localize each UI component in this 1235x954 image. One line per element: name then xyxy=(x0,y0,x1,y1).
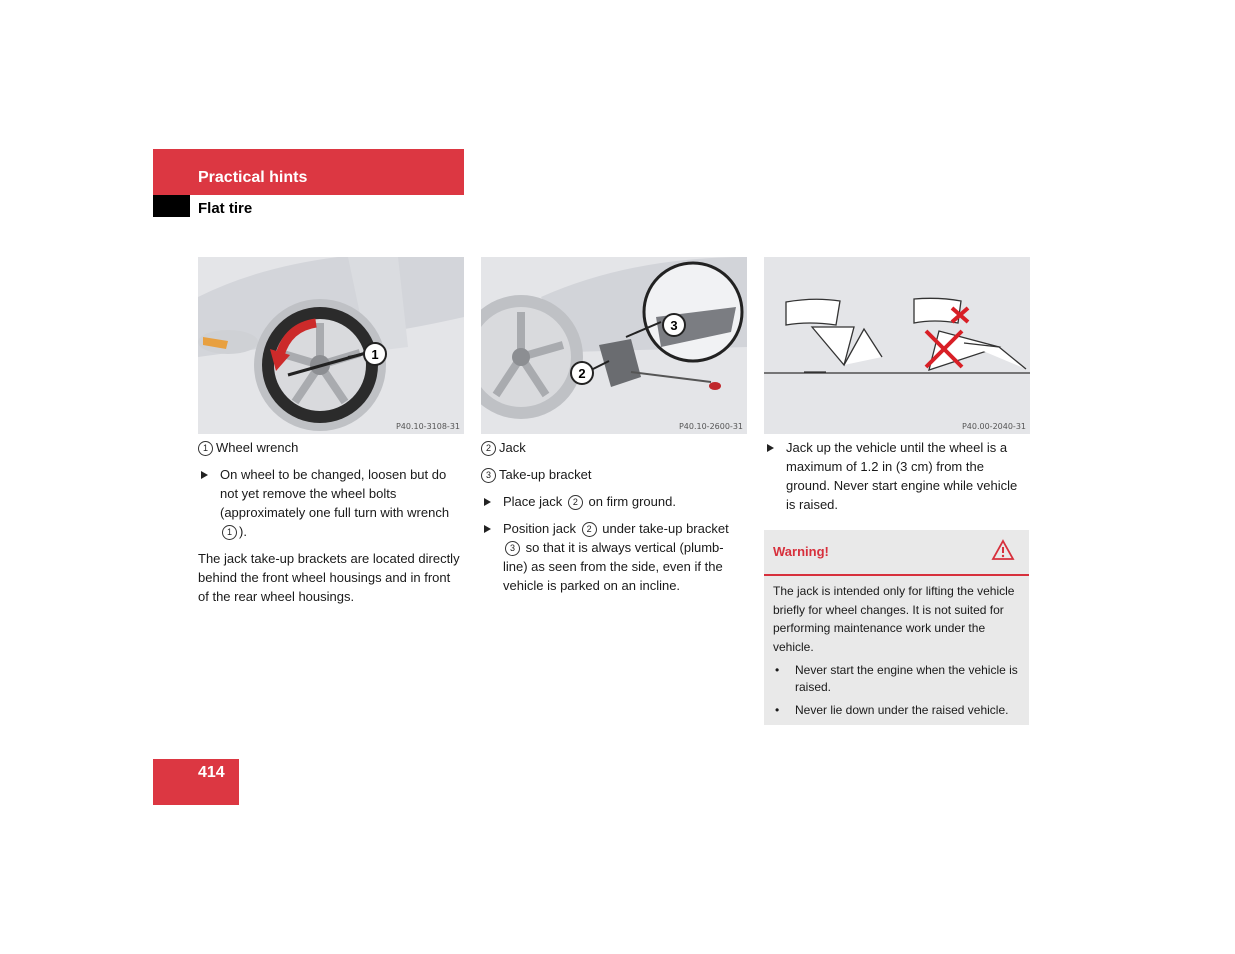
step-text: On wheel to be changed, loosen but do not yet remove the wheel bolts (approximately one full turn with wrench xyxy=(220,467,450,520)
callout-ref: 2 xyxy=(481,441,496,456)
step-text: Position jack xyxy=(503,521,576,536)
jack-placement-illustration xyxy=(481,257,747,434)
page-number: 414 xyxy=(198,764,225,781)
column-1-text xyxy=(198,438,464,614)
legend-label: Take-up bracket xyxy=(499,467,592,482)
callout-ref: 3 xyxy=(505,541,520,556)
body-paragraph: The jack take-up brackets are located directly behind the front wheel housings and in front of the rear wheel housings. xyxy=(198,551,460,604)
legend-label: Jack xyxy=(499,440,526,455)
wheel-wrench-illustration xyxy=(198,257,464,434)
figure-code: P40.00-2040-31 xyxy=(961,422,1026,431)
callout-ref: 2 xyxy=(568,495,583,510)
step-text: Place jack xyxy=(503,494,563,509)
callout-3 xyxy=(663,314,685,336)
subsection-marker xyxy=(153,195,190,217)
legend-item xyxy=(481,438,747,457)
section-title: Practical hints xyxy=(198,169,308,186)
step-text-end: ). xyxy=(239,524,247,539)
instruction-step xyxy=(764,438,1030,514)
step-text: on firm ground. xyxy=(588,494,676,509)
column-3-text xyxy=(764,438,1030,522)
figure-code: P40.10-3108-31 xyxy=(395,422,460,431)
step-text: Jack up the vehicle until the wheel is a maximum of 1.2 in (3 cm) from the ground. Never start engine while vehicle is raised. xyxy=(786,440,1018,512)
figure-jack-placement xyxy=(481,257,747,434)
instruction-step xyxy=(481,492,747,511)
legend-label: Wheel wrench xyxy=(216,440,299,455)
callout-ref: 3 xyxy=(481,468,496,483)
warning-box xyxy=(764,530,1029,725)
column-2-text xyxy=(481,438,747,603)
instruction-step xyxy=(481,519,747,595)
warning-bullet: • Never lie down under the raised vehicle. xyxy=(773,702,1019,719)
figure-code: P40.10-2600-31 xyxy=(678,422,743,431)
figure-jack-angle xyxy=(764,257,1030,434)
step-text: so that it is always vertical (plumb-line) as seen from the side, even if the vehicle is parked on an incline. xyxy=(503,540,724,593)
warning-body xyxy=(764,576,1029,719)
jack-angle-illustration xyxy=(764,257,1030,434)
callout-1-label: 1 xyxy=(371,347,379,362)
callout-ref: 2 xyxy=(582,522,597,537)
callout-2-label: 2 xyxy=(578,366,586,381)
figure-wheel-wrench xyxy=(198,257,464,434)
callout-3-label: 3 xyxy=(670,318,678,333)
legend-item xyxy=(198,438,464,457)
warning-title: Warning! xyxy=(773,544,829,559)
warning-text: The jack is intended only for lifting the vehicle briefly for wheel changes. It is not suited for performing maintenance work under the vehicle. xyxy=(773,584,1015,654)
warning-triangle-icon xyxy=(991,539,1015,561)
warning-bullet: • Never start the engine when the vehicle is raised. xyxy=(773,662,1019,696)
subsection-title: Flat tire xyxy=(198,200,253,217)
warning-header xyxy=(764,530,1029,576)
legend-item xyxy=(481,465,747,484)
page-number-box xyxy=(153,759,239,805)
callout-ref: 1 xyxy=(198,441,213,456)
callout-ref: 1 xyxy=(222,525,237,540)
step-text: under take-up bracket xyxy=(602,521,729,536)
instruction-step xyxy=(198,465,464,541)
